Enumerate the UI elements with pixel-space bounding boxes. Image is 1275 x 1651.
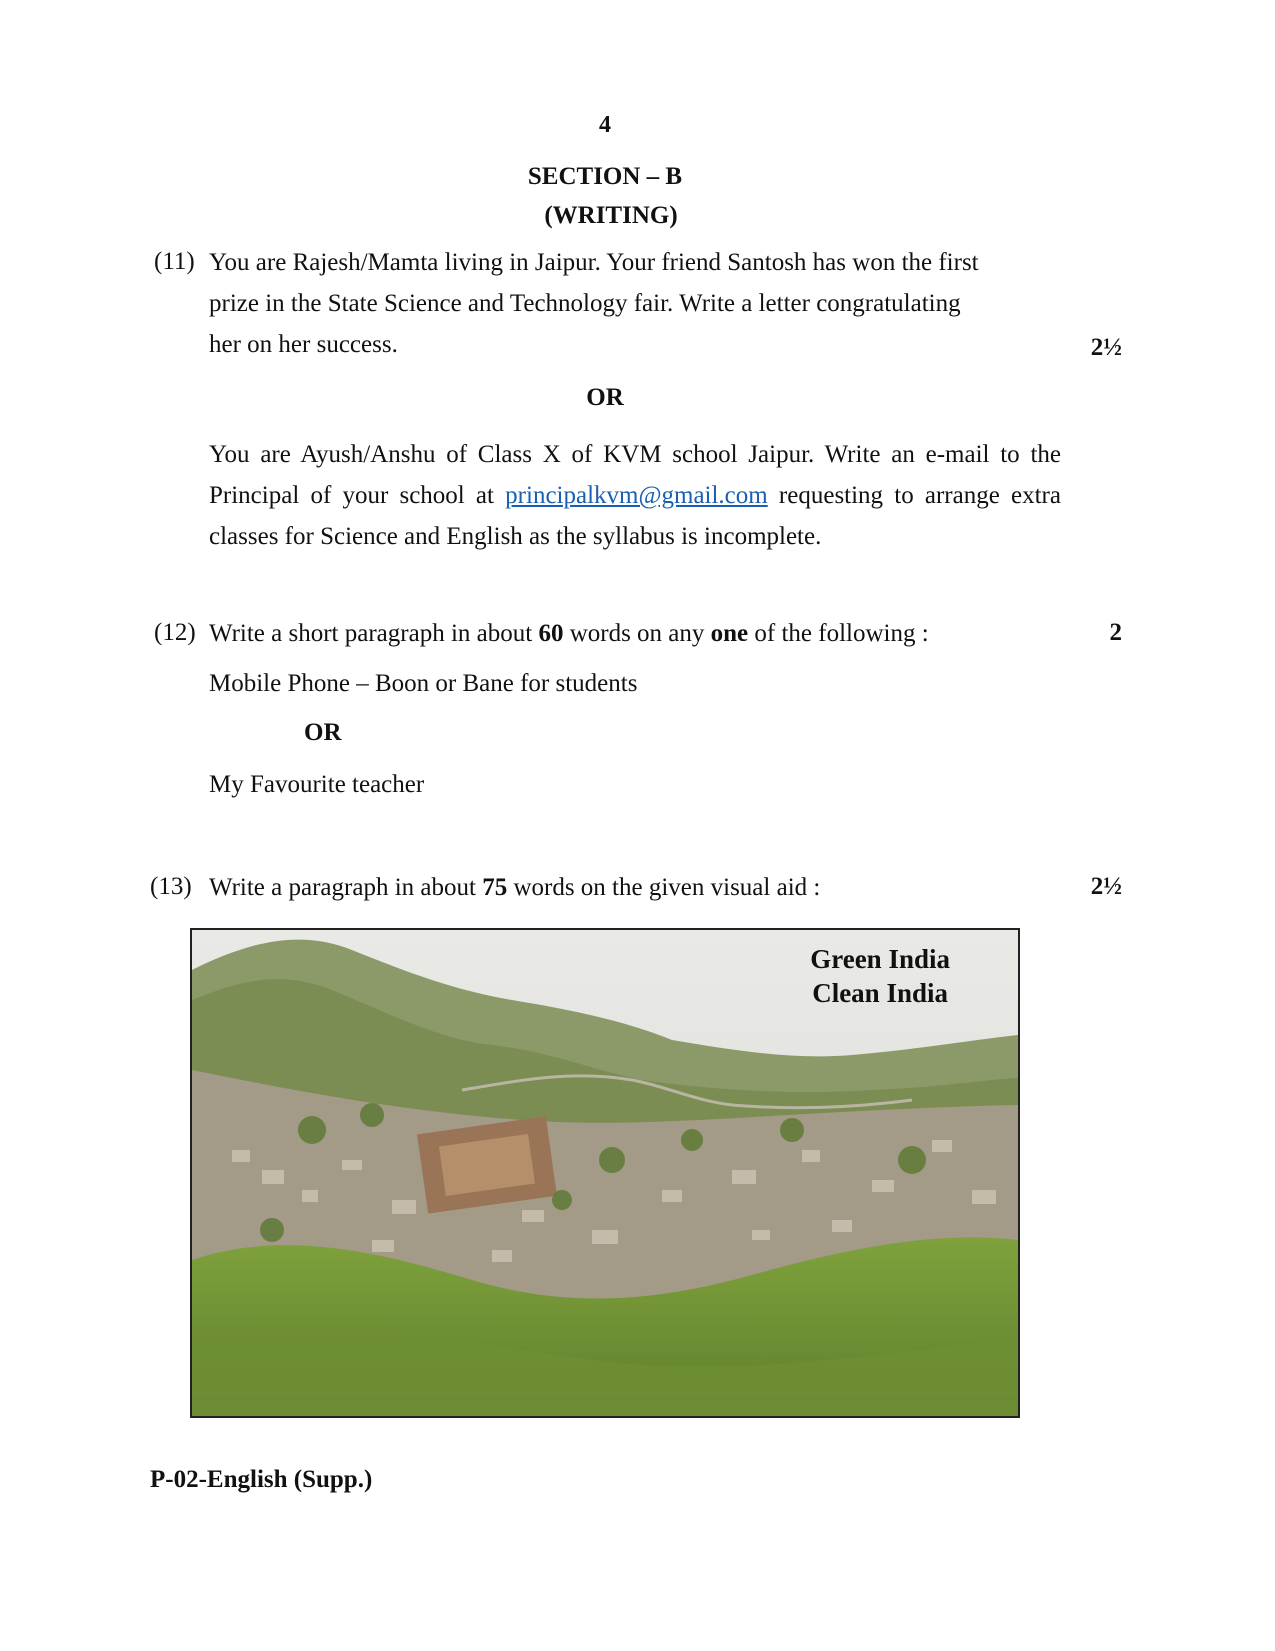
question-12-marks: 2 [1109, 619, 1122, 646]
q12-text-a: Write a short paragraph in about [209, 620, 539, 647]
section-subtitle: (WRITING) [544, 202, 678, 229]
question-12-number: (12) [154, 619, 196, 646]
q12-word-count: 60 [538, 620, 564, 647]
question-12-text [209, 613, 1029, 654]
q13-text-c: words on the given visual aid : [507, 874, 821, 901]
question-11-line-3: her on her success. [209, 331, 398, 358]
alt-text-part-1: You are Ayush/Anshu of Class X of KVM school Jaipur. Write an e-mail to the Principal of your school at [209, 441, 1061, 509]
question-11-alternative [209, 434, 1061, 557]
question-13-text [209, 867, 1029, 908]
q13-word-count: 75 [482, 874, 508, 901]
caption-line-1: Green India [810, 944, 950, 974]
question-12-option-2: My Favourite teacher [209, 771, 425, 798]
q12-text-c: words on any [563, 620, 711, 647]
question-12-or: OR [304, 719, 342, 746]
question-13-number: (13) [150, 873, 192, 900]
visual-aid-image [190, 928, 1020, 1418]
question-11-text [209, 242, 1061, 365]
q12-emphasis-one: one [710, 620, 749, 647]
alt-text-part-2: requesting to arrange extra classes for Science and English as the syllabus is incomplete. [209, 482, 1061, 550]
principal-email-link[interactable]: principalkvm@gmail.com [505, 482, 768, 509]
caption-line-2: Clean India [812, 978, 948, 1008]
question-11-line-2: prize in the State Science and Technology fair. Write a letter congratulating [209, 290, 961, 317]
question-11-number: (11) [154, 248, 195, 275]
section-title: SECTION – B [527, 163, 683, 190]
visual-caption [810, 942, 950, 1010]
paper-code-footer: P-02-English (Supp.) [150, 1466, 373, 1493]
q13-text-a: Write a paragraph in about [209, 874, 483, 901]
page-number: 4 [599, 112, 611, 138]
question-11-marks: 2½ [1090, 334, 1122, 361]
question-13-marks: 2½ [1090, 873, 1122, 900]
question-11-line-1: You are Rajesh/Mamta living in Jaipur. Your friend Santosh has won the first [209, 249, 979, 276]
q12-text-e: of the following : [748, 620, 929, 647]
question-12-option-1: Mobile Phone – Boon or Bane for students [209, 670, 638, 697]
question-11-or: OR [586, 384, 624, 411]
